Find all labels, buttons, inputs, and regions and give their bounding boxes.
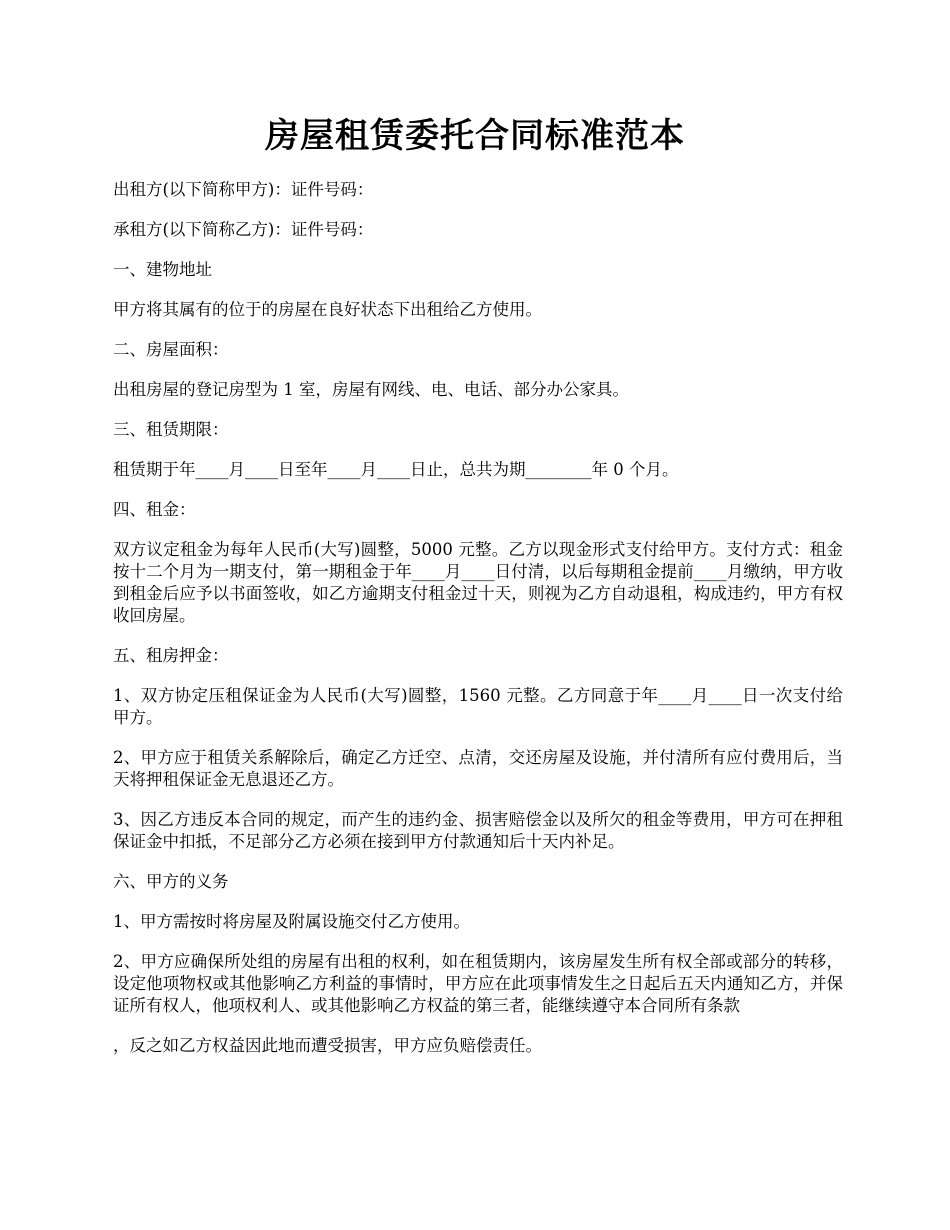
section-heading-deposit: 五、租房押金：: [113, 646, 229, 665]
section-heading-term: 三、租赁期限：: [113, 420, 229, 439]
paragraph-area: 出租房屋的登记房型为 1 室，房屋有网线、电、电话、部分办公家具。: [113, 380, 629, 399]
paragraph-duty-1: 1、甲方需按时将房屋及附属设施交付乙方使用。: [113, 912, 470, 931]
paragraph-address: 甲方将其属有的位于的房屋在良好状态下出租给乙方使用。: [113, 300, 542, 319]
party-b-line: 承租方(以下简称乙方)：证件号码：: [113, 220, 374, 239]
paragraph-deposit-1: 1、双方协定压租保证金为人民币(大写)圆整，1560 元整。乙方同意于年____月____日一次支付给甲方。: [113, 686, 843, 727]
document-body: [113, 179, 843, 1075]
paragraph-duty-2: 2、甲方应确保所处组的房屋有出租的权利，如在租赁期内，该房屋发生所有权全部或部分的转移，设定他项物权或其他影响乙方利益的事情时，甲方应在此项事情发生之日起后五天内通知乙方，并保证所有权人，他项权利人、或其他影响乙方权益的第三者，能继续遵守本合同所有条款: [113, 952, 843, 1015]
section-heading-area: 二、房屋面积：: [113, 340, 229, 359]
paragraph-duty-2-continued: ，反之如乙方权益因此地而遭受损害，甲方应负赔偿责任。: [113, 1036, 542, 1055]
section-heading-rent: 四、租金：: [113, 500, 196, 519]
section-heading-address: 一、建物地址: [113, 260, 212, 279]
paragraph-deposit-2: 2、甲方应于租赁关系解除后，确定乙方迁空、点清，交还房屋及设施，并付清所有应付费用后，当天将押租保证金无息退还乙方。: [113, 748, 843, 789]
paragraph-deposit-3: 3、因乙方违反本合同的规定，而产生的违约金、损害赔偿金以及所欠的租金等费用，甲方可在押租保证金中扣抵，不足部分乙方必须在接到甲方付款通知后十天内补足。: [113, 810, 843, 851]
paragraph-term: 租赁期于年____月____日至年____月____日止，总共为期________年 0 个月。: [113, 460, 679, 479]
paragraph-rent: 双方议定租金为每年人民币(大写)圆整，5000 元整。乙方以现金形式支付给甲方。支付方式：租金按十二个月为一期支付，第一期租金于年____月____日付清，以后每期租金提前____月缴纳，甲方收到租金后应予以书面签收，如乙方逾期支付租金过十天，则视为乙方自动退租，构成违约，甲方有权收回房屋。: [113, 540, 843, 625]
section-heading-party-a-duties: 六、甲方的义务: [113, 872, 229, 891]
party-a-line: 出租方(以下简称甲方)：证件号码：: [113, 180, 374, 199]
document-title: 房屋租赁委托合同标准范本: [265, 116, 685, 156]
